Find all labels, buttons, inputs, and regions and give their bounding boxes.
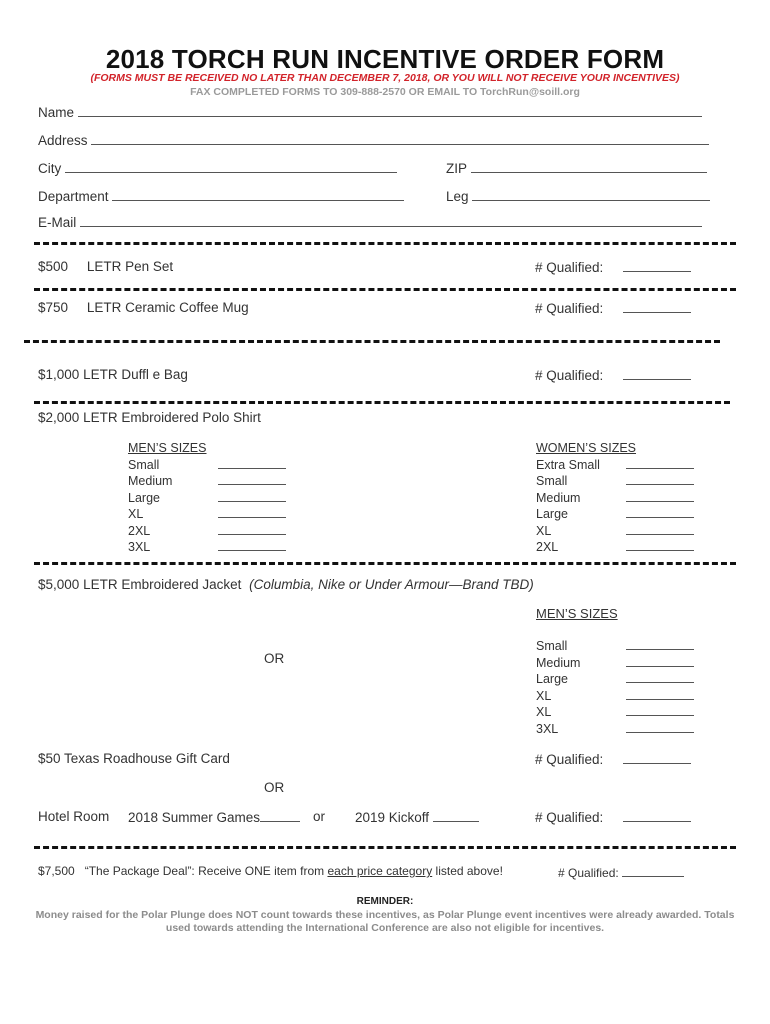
size-row[interactable] [128,522,286,539]
size-row[interactable] [536,637,694,654]
form-title: 2018 TORCH RUN INCENTIVE ORDER FORM [105,44,665,74]
size-label: XL [536,523,552,538]
divider [34,242,736,245]
size-row[interactable] [536,489,694,506]
size-label: Large [128,490,160,505]
qualified-label: # Qualified: [535,260,604,275]
jacket-name: LETR Embroidered Jacket [83,577,242,592]
gift-card-item [38,751,230,766]
mug-qualified[interactable] [535,300,691,316]
mug-price: $750 [38,300,69,315]
divider [24,340,720,343]
size-blank[interactable] [218,472,286,485]
polo-item [38,410,261,425]
jacket-mens-sizes [536,637,694,736]
package-price: $7,500 [38,864,75,878]
gift-card-or-label: OR [264,780,285,795]
size-label: XL [536,705,552,719]
qualified-label: # Qualified: [535,752,604,767]
size-label: Large [536,672,568,686]
duffle-price: $1,000 [38,367,80,382]
size-label: Medium [128,474,173,488]
gift-card-price: $50 [38,751,61,766]
divider [34,401,730,404]
size-label: 2XL [128,523,151,538]
size-label: XL [536,688,552,703]
department-field[interactable] [38,188,404,204]
qualified-blank[interactable] [623,259,691,272]
email-field[interactable] [38,214,702,230]
size-row[interactable] [536,505,694,522]
size-blank[interactable] [626,720,694,733]
size-row[interactable] [536,472,694,489]
package-text-link: each price category [327,864,433,878]
size-row[interactable] [128,472,286,489]
divider [34,846,736,849]
qualified-label: # Qualified: [535,368,604,383]
gift-card-name: Texas Roadhouse Gift Card [64,751,230,766]
city-field[interactable] [38,160,397,176]
gift-card-qualified[interactable] [535,751,691,767]
leg-field[interactable] [446,188,710,204]
qualified-label: # Qualified: [535,810,604,825]
package-deal-item [38,864,503,878]
size-label: Medium [536,655,581,670]
department-line[interactable] [112,188,404,201]
size-label: Small [536,474,568,488]
summer-games-option[interactable] [128,809,300,825]
duffle-item [38,367,188,382]
department-label: Department [38,189,109,204]
size-row[interactable] [536,456,694,473]
name-line[interactable] [78,104,702,117]
size-label: 2XL [536,540,559,554]
size-blank[interactable] [626,505,694,518]
leg-line[interactable] [472,188,710,201]
name-field[interactable] [38,104,702,120]
size-label: Small [536,639,568,653]
pen-set-price: $500 [38,259,69,274]
size-row[interactable] [536,538,694,555]
polo-mens-sizes [128,441,286,555]
qualified-label: # Qualified: [558,866,619,880]
address-label: Address [38,133,88,148]
reminder-text: Money raised for the Polar Plunge does NOT count towards these incentives, as Polar Plunge event incentives were already awarded. Totals used towards attending the International Conference are also not eligible for incentives. [35,909,735,934]
polo-name: LETR Embroidered Polo Shirt [83,410,261,425]
size-blank[interactable] [626,687,694,700]
size-row[interactable] [536,720,694,737]
city-label: City [38,161,62,176]
address-field[interactable] [38,132,709,148]
package-text-after: listed above! [432,864,503,878]
polo-mens-heading: MEN’S SIZES [128,441,207,455]
size-row[interactable] [536,654,694,671]
size-label: XL [128,507,144,521]
qualified-blank[interactable] [623,751,691,764]
size-row[interactable] [128,489,286,506]
size-blank[interactable] [218,522,286,535]
size-blank[interactable] [626,522,694,535]
size-blank[interactable] [626,703,694,716]
hotel-or-label: or [313,809,326,824]
size-row[interactable] [536,670,694,687]
size-label: Medium [536,490,581,505]
size-blank[interactable] [218,538,286,551]
package-text-before: “The Package Deal”: Receive ONE item from [84,864,328,878]
qualified-blank[interactable] [623,300,691,313]
size-blank[interactable] [218,456,286,469]
summer-games-label: 2018 Summer Games [128,810,261,825]
jacket-item [38,577,534,592]
jacket-or-label: OR [264,651,285,666]
qualified-blank[interactable] [623,809,691,822]
deadline-notice: (FORMS MUST BE RECEIVED NO LATER THAN DECEMBER 7, 2018, OR YOU WILL NOT RECEIVE YOUR INCENTIVES) [90,72,680,84]
qualified-label: # Qualified: [535,301,604,316]
mug-name: LETR Ceramic Coffee Mug [86,300,249,315]
pen-set-qualified[interactable] [535,259,691,275]
zip-field[interactable] [446,160,707,176]
zip-line[interactable] [471,160,707,173]
size-label: Large [536,507,568,521]
size-blank[interactable] [626,456,694,469]
qualified-blank[interactable] [623,367,691,380]
zip-label: ZIP [446,161,467,176]
hotel-room-label: Hotel Room [38,809,110,824]
size-row[interactable] [536,522,694,539]
size-blank[interactable] [626,472,694,485]
size-blank[interactable] [218,505,286,518]
polo-womens-heading: WOMEN’S SIZES [536,441,637,455]
size-blank[interactable] [626,670,694,683]
duffle-name: LETR Duffl e Bag [83,367,188,382]
duffle-qualified[interactable] [535,367,691,383]
mug-item [38,300,249,315]
divider [34,288,736,291]
size-row[interactable] [536,687,694,704]
email-label: E-Mail [38,215,77,230]
polo-womens-sizes [536,441,694,555]
size-blank[interactable] [626,538,694,551]
package-qualified[interactable] [558,864,684,880]
reminder-heading: REMINDER: [356,896,414,907]
size-label: 3XL [128,540,151,554]
divider [34,562,736,565]
size-row[interactable] [536,703,694,720]
size-label: 3XL [536,721,559,736]
hotel-qualified[interactable] [535,809,691,825]
kickoff-option[interactable] [355,809,479,825]
size-blank[interactable] [626,654,694,667]
size-blank[interactable] [626,489,694,502]
size-label: Extra Small [536,457,600,472]
summer-games-blank[interactable] [260,809,300,822]
qualified-blank[interactable] [622,864,684,877]
city-line[interactable] [65,160,397,173]
kickoff-label: 2019 Kickoff [355,810,430,825]
size-blank[interactable] [626,637,694,650]
contact-notice: FAX COMPLETED FORMS TO 309-888-2570 OR EMAIL TO TorchRun@soill.org [190,86,580,98]
jacket-price: $5,000 [38,577,80,592]
address-line[interactable] [91,132,709,145]
pen-set-item [38,259,173,274]
size-row[interactable] [128,456,286,473]
jacket-note: (Columbia, Nike or Under Armour—Brand TBD) [249,577,534,592]
polo-price: $2,000 [38,410,80,425]
name-label: Name [38,105,75,120]
leg-label: Leg [446,189,469,204]
pen-set-name: LETR Pen Set [86,259,174,274]
size-row[interactable] [128,538,286,555]
size-row[interactable] [128,505,286,522]
email-line[interactable] [80,214,702,227]
size-blank[interactable] [218,489,286,502]
size-label: Small [128,457,160,472]
kickoff-blank[interactable] [433,809,479,822]
jacket-mens-heading: MEN’S SIZES [536,606,618,621]
